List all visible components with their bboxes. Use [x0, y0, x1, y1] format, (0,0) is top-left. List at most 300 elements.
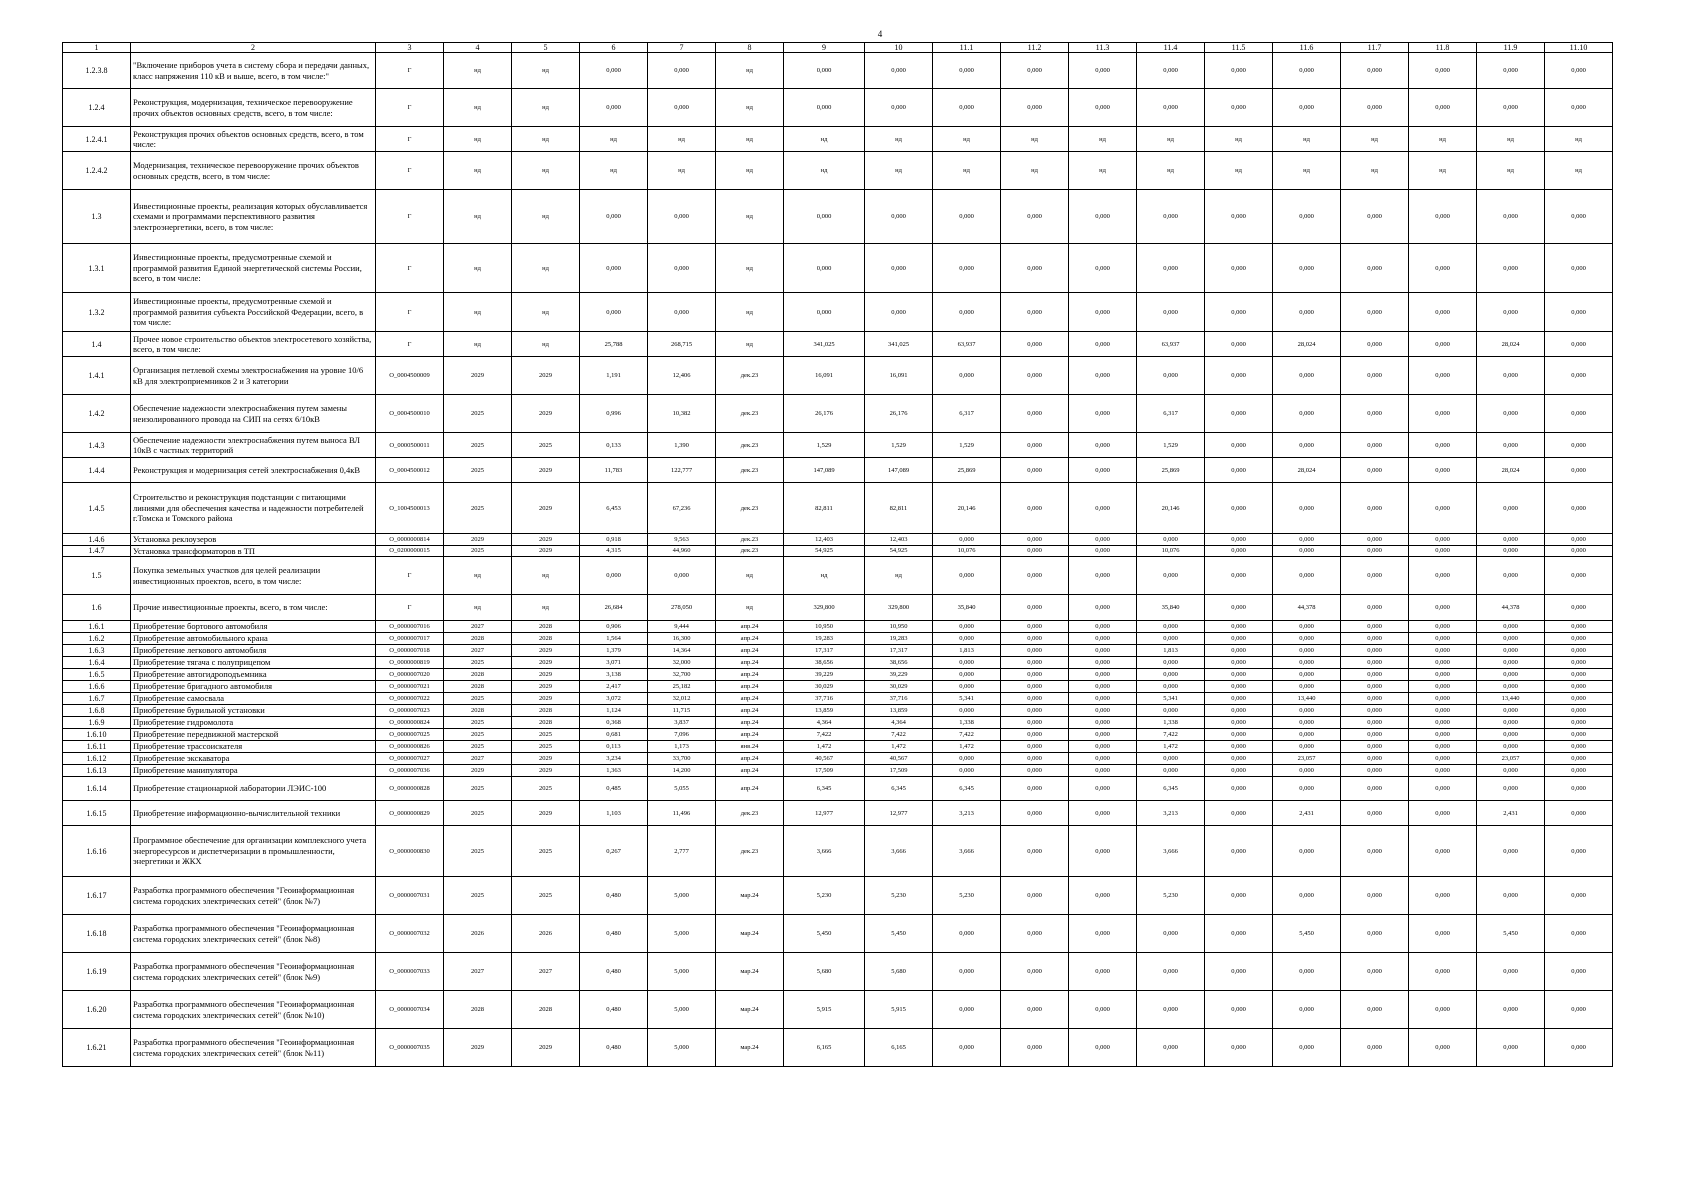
row-value-col-8: дек.23: [716, 801, 784, 826]
row-value-col-3: О_0000000830: [376, 826, 444, 877]
row-value-col-5: 2028: [512, 621, 580, 633]
row-value-col-10: 10,950: [865, 621, 933, 633]
row-code: 1.6: [63, 595, 131, 621]
row-value-col-11.1: 0,000: [933, 633, 1001, 645]
row-value-col-11.3: 0,000: [1069, 293, 1137, 332]
row-value-col-11.3: 0,000: [1069, 877, 1137, 915]
row-value-col-11.10: 0,000: [1545, 765, 1613, 777]
row-value-col-11.4: 0,000: [1137, 621, 1205, 633]
row-value-col-11.4: 0,000: [1137, 244, 1205, 293]
row-value-col-11.4: 6,317: [1137, 395, 1205, 433]
row-code: 1.2.4: [63, 89, 131, 127]
row-value-col-11.6: нд: [1273, 127, 1341, 152]
row-value-col-4: 2025: [444, 458, 512, 483]
row-value-col-11.1: 6,317: [933, 395, 1001, 433]
row-value-col-11.9: 0,000: [1477, 633, 1545, 645]
row-value-col-11.7: 0,000: [1341, 293, 1409, 332]
row-value-col-11.8: 0,000: [1409, 293, 1477, 332]
table-row: [63, 534, 1613, 546]
row-value-col-4: 2025: [444, 877, 512, 915]
row-value-col-9: нд: [784, 127, 865, 152]
row-value-col-11.2: 0,000: [1001, 458, 1069, 483]
row-value-col-11.9: 0,000: [1477, 669, 1545, 681]
row-value-col-3: О_0000500011: [376, 433, 444, 458]
row-value-col-11.5: 0,000: [1205, 991, 1273, 1029]
row-value-col-11.8: 0,000: [1409, 458, 1477, 483]
row-value-col-4: нд: [444, 152, 512, 190]
row-title: Приобретение легкового автомобиля: [131, 645, 376, 657]
row-code: 1.4: [63, 332, 131, 357]
row-value-col-3: Г: [376, 127, 444, 152]
row-value-col-3: Г: [376, 557, 444, 595]
row-value-col-5: 2028: [512, 633, 580, 645]
row-value-col-11.7: 0,000: [1341, 877, 1409, 915]
row-value-col-11.5: 0,000: [1205, 953, 1273, 991]
row-value-col-11.10: 0,000: [1545, 741, 1613, 753]
row-value-col-4: 2025: [444, 433, 512, 458]
row-value-col-7: 5,000: [648, 1029, 716, 1067]
row-title: Приобретение манипулятора: [131, 765, 376, 777]
row-value-col-11.10: 0,000: [1545, 557, 1613, 595]
row-value-col-5: 2029: [512, 669, 580, 681]
row-value-col-8: дек.23: [716, 395, 784, 433]
row-title: Инвестиционные проекты, предусмотренные схемой и программой развития Единой энергетической системы России, всего, в том числе:: [131, 244, 376, 293]
row-value-col-11.3: нд: [1069, 127, 1137, 152]
row-value-col-8: янв.24: [716, 741, 784, 753]
row-value-col-11.3: 0,000: [1069, 681, 1137, 693]
row-value-col-5: 2029: [512, 483, 580, 534]
row-value-col-11.9: 0,000: [1477, 534, 1545, 546]
table-row: [63, 693, 1613, 705]
row-value-col-9: 4,364: [784, 717, 865, 729]
column-number-6: 6: [580, 43, 648, 53]
row-code: 1.6.11: [63, 741, 131, 753]
row-title: Приобретение информационно-вычислительной техники: [131, 801, 376, 826]
row-value-col-3: Г: [376, 595, 444, 621]
row-value-col-11.6: 0,000: [1273, 53, 1341, 89]
row-value-col-8: апр.24: [716, 633, 784, 645]
row-value-col-8: мар.24: [716, 915, 784, 953]
table-row: [63, 991, 1613, 1029]
row-value-col-11.9: 2,431: [1477, 801, 1545, 826]
row-value-col-11.1: 5,341: [933, 693, 1001, 705]
row-value-col-11.3: 0,000: [1069, 395, 1137, 433]
row-value-col-7: 0,000: [648, 190, 716, 244]
row-value-col-11.8: 0,000: [1409, 557, 1477, 595]
row-value-col-4: 2025: [444, 483, 512, 534]
row-value-col-11.10: 0,000: [1545, 777, 1613, 801]
row-value-col-4: 2025: [444, 801, 512, 826]
row-value-col-11.5: 0,000: [1205, 633, 1273, 645]
row-value-col-11.10: 0,000: [1545, 645, 1613, 657]
row-value-col-6: 0,000: [580, 190, 648, 244]
row-code: 1.6.20: [63, 991, 131, 1029]
row-value-col-9: 26,176: [784, 395, 865, 433]
row-value-col-9: 17,317: [784, 645, 865, 657]
row-value-col-6: 0,000: [580, 89, 648, 127]
row-value-col-4: 2025: [444, 717, 512, 729]
row-value-col-8: апр.24: [716, 657, 784, 669]
row-value-col-9: 39,229: [784, 669, 865, 681]
row-value-col-3: О_0000000814: [376, 534, 444, 546]
row-code: 1.4.3: [63, 433, 131, 458]
row-value-col-9: 38,656: [784, 657, 865, 669]
row-value-col-11.8: 0,000: [1409, 633, 1477, 645]
row-value-col-4: 2029: [444, 534, 512, 546]
row-value-col-6: 11,783: [580, 458, 648, 483]
column-number-5: 5: [512, 43, 580, 53]
row-value-col-11.9: 0,000: [1477, 395, 1545, 433]
row-value-col-6: 6,453: [580, 483, 648, 534]
row-code: 1.6.17: [63, 877, 131, 915]
row-value-col-11.8: нд: [1409, 152, 1477, 190]
row-value-col-11.10: 0,000: [1545, 621, 1613, 633]
row-value-col-7: 5,000: [648, 915, 716, 953]
row-title: Разработка программного обеспечения "Геоинформационная система городских электрических сетей" (блок №9): [131, 953, 376, 991]
row-value-col-8: нд: [716, 595, 784, 621]
row-value-col-6: 0,000: [580, 53, 648, 89]
row-value-col-11.4: 63,937: [1137, 332, 1205, 357]
row-value-col-11.1: 0,000: [933, 357, 1001, 395]
row-value-col-10: 5,915: [865, 991, 933, 1029]
row-value-col-11.8: 0,000: [1409, 915, 1477, 953]
row-value-col-11.9: 28,024: [1477, 458, 1545, 483]
row-value-col-3: О_0000000829: [376, 801, 444, 826]
row-value-col-6: 1,564: [580, 633, 648, 645]
row-title: Приобретение передвижной мастерской: [131, 729, 376, 741]
row-value-col-11.7: 0,000: [1341, 693, 1409, 705]
row-value-col-11.6: 0,000: [1273, 645, 1341, 657]
row-value-col-11.3: 0,000: [1069, 545, 1137, 557]
row-value-col-8: нд: [716, 53, 784, 89]
row-value-col-11.7: 0,000: [1341, 1029, 1409, 1067]
row-value-col-6: нд: [580, 127, 648, 152]
row-value-col-11.8: 0,000: [1409, 826, 1477, 877]
row-value-col-11.4: 3,666: [1137, 826, 1205, 877]
row-code: 1.4.7: [63, 545, 131, 557]
row-value-col-10: 17,317: [865, 645, 933, 657]
column-number-1: 1: [63, 43, 131, 53]
row-value-col-11.4: 0,000: [1137, 657, 1205, 669]
row-value-col-5: 2028: [512, 991, 580, 1029]
row-value-col-4: нд: [444, 89, 512, 127]
row-value-col-11.3: 0,000: [1069, 705, 1137, 717]
row-value-col-6: 0,113: [580, 741, 648, 753]
row-value-col-11.4: 35,840: [1137, 595, 1205, 621]
table-row: [63, 1029, 1613, 1067]
row-value-col-11.4: 0,000: [1137, 557, 1205, 595]
row-value-col-11.9: 0,000: [1477, 657, 1545, 669]
row-value-col-11.5: 0,000: [1205, 669, 1273, 681]
row-value-col-4: 2025: [444, 395, 512, 433]
row-value-col-6: 0,000: [580, 293, 648, 332]
row-value-col-5: нд: [512, 244, 580, 293]
row-value-col-11.3: 0,000: [1069, 765, 1137, 777]
row-value-col-10: 7,422: [865, 729, 933, 741]
row-value-col-4: 2028: [444, 633, 512, 645]
row-value-col-11.6: 0,000: [1273, 293, 1341, 332]
row-value-col-4: 2028: [444, 669, 512, 681]
row-value-col-11.2: 0,000: [1001, 190, 1069, 244]
table-row: [63, 953, 1613, 991]
row-value-col-7: 268,715: [648, 332, 716, 357]
row-value-col-11.5: 0,000: [1205, 657, 1273, 669]
row-value-col-9: нд: [784, 152, 865, 190]
row-value-col-11.5: 0,000: [1205, 53, 1273, 89]
row-value-col-11.5: 0,000: [1205, 332, 1273, 357]
row-value-col-11.10: 0,000: [1545, 717, 1613, 729]
row-value-col-10: 82,811: [865, 483, 933, 534]
row-value-col-11.4: 0,000: [1137, 753, 1205, 765]
row-value-col-7: 3,837: [648, 717, 716, 729]
row-code: 1.6.8: [63, 705, 131, 717]
column-number-14: 11.4: [1137, 43, 1205, 53]
row-code: 1.3: [63, 190, 131, 244]
table-row: [63, 293, 1613, 332]
row-value-col-10: 37,716: [865, 693, 933, 705]
row-value-col-11.9: 0,000: [1477, 681, 1545, 693]
row-value-col-6: 0,267: [580, 826, 648, 877]
row-value-col-11.2: 0,000: [1001, 633, 1069, 645]
row-value-col-11.4: 0,000: [1137, 991, 1205, 1029]
row-value-col-11.6: 0,000: [1273, 534, 1341, 546]
row-value-col-9: 1,472: [784, 741, 865, 753]
row-value-col-3: О_0000000819: [376, 657, 444, 669]
row-value-col-3: О_0000007032: [376, 915, 444, 953]
row-value-col-11.3: 0,000: [1069, 657, 1137, 669]
row-value-col-4: 2025: [444, 729, 512, 741]
row-value-col-11.7: 0,000: [1341, 244, 1409, 293]
row-value-col-11.7: 0,000: [1341, 89, 1409, 127]
row-value-col-11.1: 7,422: [933, 729, 1001, 741]
row-value-col-10: нд: [865, 127, 933, 152]
row-value-col-4: 2027: [444, 953, 512, 991]
row-code: 1.6.5: [63, 669, 131, 681]
row-value-col-11.8: 0,000: [1409, 483, 1477, 534]
table-row: [63, 458, 1613, 483]
row-value-col-11.5: 0,000: [1205, 395, 1273, 433]
row-value-col-11.6: 0,000: [1273, 729, 1341, 741]
row-title: Установка трансформаторов в ТП: [131, 545, 376, 557]
row-value-col-9: 329,800: [784, 595, 865, 621]
row-value-col-11.7: 0,000: [1341, 681, 1409, 693]
row-value-col-5: нд: [512, 53, 580, 89]
row-value-col-7: 5,000: [648, 953, 716, 991]
row-value-col-11.9: 23,057: [1477, 753, 1545, 765]
table-row: [63, 621, 1613, 633]
row-value-col-11.5: 0,000: [1205, 693, 1273, 705]
row-value-col-11.7: 0,000: [1341, 777, 1409, 801]
table-row: [63, 483, 1613, 534]
row-value-col-11.2: 0,000: [1001, 595, 1069, 621]
row-value-col-11.6: 0,000: [1273, 681, 1341, 693]
row-code: 1.6.9: [63, 717, 131, 729]
row-value-col-11.3: 0,000: [1069, 801, 1137, 826]
row-value-col-11.1: 0,000: [933, 190, 1001, 244]
column-number-3: 3: [376, 43, 444, 53]
row-value-col-5: 2025: [512, 729, 580, 741]
row-value-col-11.9: 0,000: [1477, 244, 1545, 293]
row-value-col-11.8: нд: [1409, 127, 1477, 152]
row-value-col-11.3: 0,000: [1069, 826, 1137, 877]
row-value-col-11.7: 0,000: [1341, 332, 1409, 357]
row-value-col-11.2: 0,000: [1001, 483, 1069, 534]
row-value-col-7: 16,300: [648, 633, 716, 645]
row-value-col-11.7: 0,000: [1341, 669, 1409, 681]
row-value-col-3: О_0000000826: [376, 741, 444, 753]
row-value-col-8: апр.24: [716, 681, 784, 693]
row-value-col-11.3: 0,000: [1069, 991, 1137, 1029]
row-value-col-11.10: 0,000: [1545, 657, 1613, 669]
row-value-col-7: 12,406: [648, 357, 716, 395]
row-value-col-11.2: 0,000: [1001, 545, 1069, 557]
row-value-col-3: О_0004500012: [376, 458, 444, 483]
row-value-col-11.8: 0,000: [1409, 669, 1477, 681]
row-value-col-11.2: 0,000: [1001, 669, 1069, 681]
row-value-col-3: Г: [376, 190, 444, 244]
row-value-col-8: апр.24: [716, 777, 784, 801]
row-value-col-10: 6,345: [865, 777, 933, 801]
row-value-col-9: 0,000: [784, 293, 865, 332]
row-value-col-6: 1,363: [580, 765, 648, 777]
row-value-col-11.1: 63,937: [933, 332, 1001, 357]
table-row: [63, 633, 1613, 645]
row-value-col-11.2: 0,000: [1001, 534, 1069, 546]
row-value-col-5: нд: [512, 89, 580, 127]
row-title: Организация петлевой схемы электроснабжения на уровне 10/6 кВ для электроприемников 2 и 3 категории: [131, 357, 376, 395]
row-value-col-11.7: 0,000: [1341, 991, 1409, 1029]
row-value-col-11.5: 0,000: [1205, 483, 1273, 534]
row-value-col-11.4: 1,529: [1137, 433, 1205, 458]
row-value-col-11.2: 0,000: [1001, 777, 1069, 801]
row-value-col-4: 2027: [444, 645, 512, 657]
row-value-col-4: нд: [444, 127, 512, 152]
row-value-col-6: 0,480: [580, 915, 648, 953]
row-title: Инвестиционные проекты, реализация которых обуславливается схемами и программами перспективного развития электроэнергетики, всего, в том числе:: [131, 190, 376, 244]
row-value-col-11.8: 0,000: [1409, 89, 1477, 127]
row-value-col-11.4: 0,000: [1137, 53, 1205, 89]
row-value-col-11.1: 0,000: [933, 669, 1001, 681]
row-value-col-4: 2025: [444, 777, 512, 801]
row-title: "Включение приборов учета в систему сбора и передачи данных, класс напряжения 110 кВ и выше, всего, в том числе:": [131, 53, 376, 89]
row-code: 1.4.1: [63, 357, 131, 395]
row-value-col-11.9: 28,024: [1477, 332, 1545, 357]
row-value-col-11.3: нд: [1069, 152, 1137, 190]
row-value-col-11.1: 1,813: [933, 645, 1001, 657]
table-row: [63, 753, 1613, 765]
row-value-col-11.1: 0,000: [933, 89, 1001, 127]
column-number-4: 4: [444, 43, 512, 53]
row-value-col-6: 26,684: [580, 595, 648, 621]
row-value-col-11.10: 0,000: [1545, 826, 1613, 877]
row-value-col-11.2: 0,000: [1001, 657, 1069, 669]
column-number-7: 7: [648, 43, 716, 53]
row-value-col-3: О_0000007025: [376, 729, 444, 741]
row-value-col-11.10: 0,000: [1545, 293, 1613, 332]
row-value-col-11.5: 0,000: [1205, 244, 1273, 293]
row-value-col-9: 82,811: [784, 483, 865, 534]
row-value-col-11.1: 0,000: [933, 991, 1001, 1029]
row-value-col-10: 1,472: [865, 741, 933, 753]
row-value-col-11.4: нд: [1137, 152, 1205, 190]
row-value-col-8: апр.24: [716, 705, 784, 717]
row-value-col-11.4: 0,000: [1137, 190, 1205, 244]
row-value-col-6: 0,480: [580, 877, 648, 915]
page-number: 4: [877, 29, 883, 39]
row-value-col-11.9: 0,000: [1477, 953, 1545, 991]
row-value-col-8: нд: [716, 127, 784, 152]
row-value-col-8: нд: [716, 244, 784, 293]
row-value-col-11.3: 0,000: [1069, 89, 1137, 127]
row-value-col-11.6: 0,000: [1273, 953, 1341, 991]
row-value-col-5: 2029: [512, 395, 580, 433]
row-value-col-11.3: 0,000: [1069, 557, 1137, 595]
row-value-col-6: 0,480: [580, 991, 648, 1029]
row-value-col-7: 33,700: [648, 753, 716, 765]
row-title: Приобретение экскаватора: [131, 753, 376, 765]
row-value-col-11.7: нд: [1341, 127, 1409, 152]
row-value-col-11.6: 0,000: [1273, 1029, 1341, 1067]
row-value-col-9: 30,029: [784, 681, 865, 693]
row-title: Реконструкция и модернизация сетей электроснабжения 0,4кВ: [131, 458, 376, 483]
row-value-col-11.1: 0,000: [933, 244, 1001, 293]
row-value-col-11.9: 13,440: [1477, 693, 1545, 705]
row-value-col-5: 2029: [512, 458, 580, 483]
row-value-col-11.10: 0,000: [1545, 89, 1613, 127]
row-value-col-3: Г: [376, 152, 444, 190]
row-value-col-6: нд: [580, 152, 648, 190]
row-value-col-11.7: 0,000: [1341, 953, 1409, 991]
row-value-col-11.7: 0,000: [1341, 534, 1409, 546]
row-value-col-6: 0,480: [580, 953, 648, 991]
row-value-col-11.4: 0,000: [1137, 293, 1205, 332]
row-value-col-11.4: 5,230: [1137, 877, 1205, 915]
row-value-col-11.9: 0,000: [1477, 991, 1545, 1029]
row-value-col-11.2: 0,000: [1001, 395, 1069, 433]
row-value-col-11.9: 0,000: [1477, 293, 1545, 332]
row-value-col-11.7: 0,000: [1341, 729, 1409, 741]
row-value-col-11.2: 0,000: [1001, 1029, 1069, 1067]
row-value-col-8: апр.24: [716, 717, 784, 729]
row-value-col-3: О_0000007023: [376, 705, 444, 717]
row-value-col-11.9: 0,000: [1477, 717, 1545, 729]
row-value-col-11.7: 0,000: [1341, 705, 1409, 717]
row-value-col-10: 13,859: [865, 705, 933, 717]
row-value-col-9: 0,000: [784, 53, 865, 89]
row-value-col-6: 2,417: [580, 681, 648, 693]
row-value-col-11.3: 0,000: [1069, 1029, 1137, 1067]
row-value-col-11.1: 0,000: [933, 534, 1001, 546]
row-value-col-8: апр.24: [716, 669, 784, 681]
row-value-col-6: 0,996: [580, 395, 648, 433]
row-value-col-11.7: 0,000: [1341, 753, 1409, 765]
row-value-col-3: О_0000007020: [376, 669, 444, 681]
row-value-col-7: 32,012: [648, 693, 716, 705]
row-value-col-6: 0,000: [580, 244, 648, 293]
row-value-col-4: 2025: [444, 693, 512, 705]
row-value-col-11.5: 0,000: [1205, 433, 1273, 458]
row-value-col-11.1: 0,000: [933, 293, 1001, 332]
row-code: 1.6.3: [63, 645, 131, 657]
row-value-col-6: 25,788: [580, 332, 648, 357]
row-value-col-11.6: 0,000: [1273, 991, 1341, 1029]
row-value-col-4: 2028: [444, 991, 512, 1029]
row-value-col-11.1: нд: [933, 152, 1001, 190]
row-value-col-11.4: 0,000: [1137, 705, 1205, 717]
row-value-col-5: нд: [512, 557, 580, 595]
row-value-col-11.4: 1,813: [1137, 645, 1205, 657]
row-code: 1.4.4: [63, 458, 131, 483]
